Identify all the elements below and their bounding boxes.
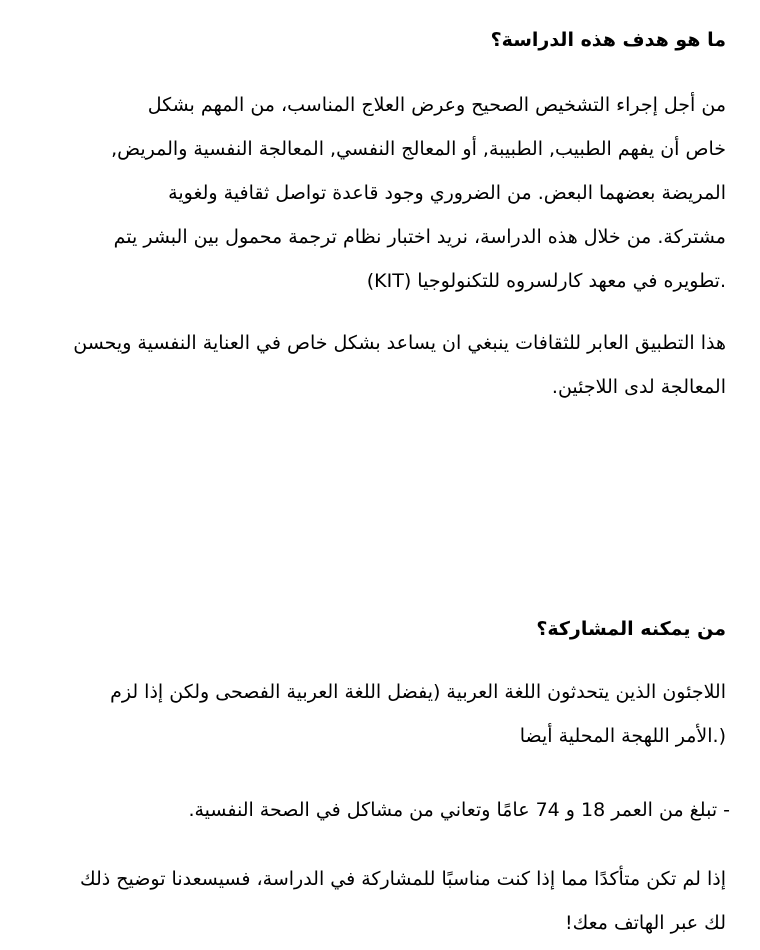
purpose-paragraph-line: خاص أن يفهم الطبيب, الطبيبة, أو المعالج النفسي, المعالجة النفسية والمريض, <box>111 138 726 160</box>
participation-contact-paragraph <box>32 857 726 945</box>
purpose-paragraph-2-line: هذا التطبيق العابر للثقافات ينبغي ان يساعد بشكل خاص في العناية النفسية ويحسن <box>73 332 726 354</box>
purpose-paragraph-2 <box>32 321 726 409</box>
purpose-heading: ما هو هدف هذه الدراسة؟ <box>490 29 726 51</box>
purpose-paragraph-line: من أجل إجراء التشخيص الصحيح وعرض العلاج المناسب، من المهم بشكل <box>147 94 726 116</box>
purpose-paragraph-line: مشتركة. من خلال هذه الدراسة، نريد اختبار نظام ترجمة محمول بين البشر يتم <box>113 226 726 248</box>
participation-paragraph-line: اللاجئون الذين يتحدثون اللغة العربية (يفضل اللغة العربية الفصحى ولكن إذا لزم <box>110 681 726 703</box>
participation-contact-line: إذا لم تكن متأكدًا مما إذا كنت مناسبًا للمشاركة في الدراسة، فسيسعدنا توضيح ذلك <box>79 868 726 890</box>
purpose-paragraph <box>32 83 726 303</box>
purpose-paragraph-2-line: .المعالجة لدى اللاجئين <box>551 376 726 398</box>
participation-paragraph <box>32 670 726 758</box>
participation-heading: من يمكنه المشاركة؟ <box>536 618 726 640</box>
participation-paragraph-line: الأمر اللهجة المحلية أيضا.) <box>519 725 726 747</box>
participation-bullet-item: - تبلغ من العمر 18 و 74 عامًا وتعاني من مشاكل في الصحة النفسية. <box>188 799 730 821</box>
purpose-paragraph-line: (KIT) تطويره في معهد كارلسروه للتكنولوجيا. <box>366 270 726 292</box>
participation-contact-line: لك عبر الهاتف معك! <box>564 912 726 934</box>
purpose-paragraph-line: المريضة بعضهما البعض. من الضروري وجود قاعدة تواصل ثقافية ولغوية <box>168 182 726 204</box>
